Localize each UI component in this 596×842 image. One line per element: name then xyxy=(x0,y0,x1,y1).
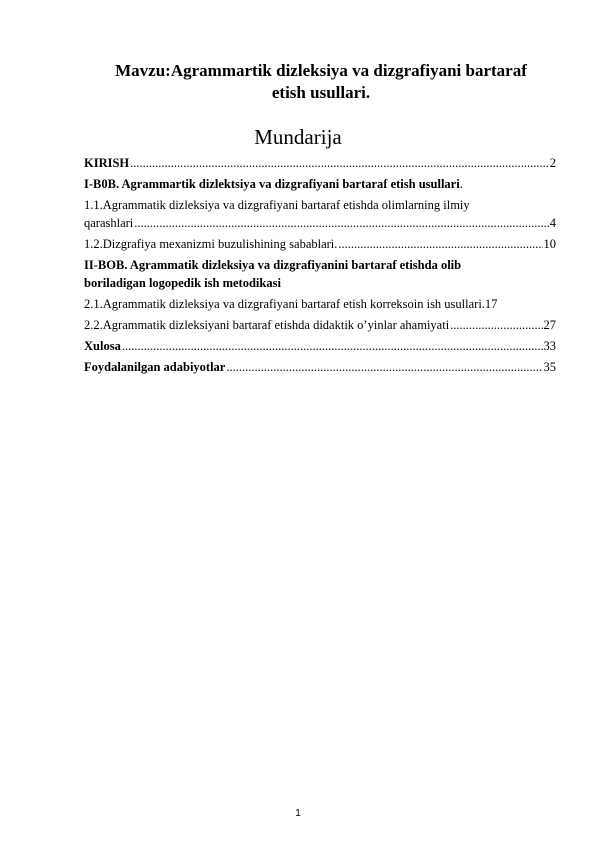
toc-entry-page: 27 xyxy=(543,318,556,332)
toc-entry-label-line-2: boriladigan logopedik ish metodikasi xyxy=(84,276,281,290)
toc-leader-dots xyxy=(130,154,549,172)
toc-entry-label: 1.2.Dizgrafiya mexanizmi buzulishining sabablari. xyxy=(84,237,338,251)
toc-entry-label: Xulosa xyxy=(84,339,121,353)
toc-leader-dots xyxy=(134,214,548,232)
toc-entry-adabiyotlar[interactable] xyxy=(84,358,556,376)
toc-entry-chapter-1[interactable] xyxy=(84,175,556,193)
toc-entry-2-2[interactable] xyxy=(84,316,556,334)
toc-leader-dots xyxy=(226,358,542,376)
toc-entry-line-2 xyxy=(84,214,556,232)
toc-heading: Mundarija xyxy=(254,125,342,149)
document-title xyxy=(86,60,556,104)
toc-leader-dots xyxy=(122,337,543,355)
toc-entry-1-2[interactable] xyxy=(84,235,556,253)
toc-entry-label: Foydalanilgan adabiyotlar xyxy=(84,360,226,374)
toc-entry-page: 4 xyxy=(549,216,556,230)
toc-entry-page: 35 xyxy=(543,360,556,374)
toc-entry-xulosa[interactable] xyxy=(84,337,556,355)
toc-entry-1-1[interactable] xyxy=(84,196,556,232)
toc-entry-label: 2.1.Agrammatik dizleksiya va dizgrafiyani bartaraf etish korreksoin ish usullari. xyxy=(84,297,485,311)
toc-entry-label-line-2: qarashlari xyxy=(84,216,134,230)
toc-entry-chapter-2[interactable] xyxy=(84,256,556,292)
page-number: 1 xyxy=(295,808,301,819)
toc-leader-dots xyxy=(338,235,542,253)
toc-entry-label: 2.2.Agrammatik dizleksiyani bartaraf etishda didaktik o’yinlar ahamiyati xyxy=(84,318,450,332)
toc-entry-label: KIRISH xyxy=(84,156,130,170)
toc-entry-2-1[interactable] xyxy=(84,295,556,313)
toc-entry-suffix: . xyxy=(459,177,463,191)
toc-entry-kirish[interactable] xyxy=(84,154,556,172)
toc-entry-page: 2 xyxy=(549,156,556,170)
title-line-1: Mavzu:Agrammartik dizleksiya va dizgrafiyani bartaraf xyxy=(115,61,527,80)
toc-entry-page: 10 xyxy=(543,237,556,251)
toc-entry-page: 33 xyxy=(543,339,556,353)
toc-entry-label: I-B0B. Agrammartik dizlektsiya va dizgrafiyani bartaraf etish usullari xyxy=(84,177,460,191)
title-line-2: etish usullari. xyxy=(271,83,371,102)
toc-entry-page: 17 xyxy=(484,297,498,311)
toc-entry-label-line-1: II-BOB. Agrammatik dizleksiya va dizgrafiyanini bartaraf etishda olib xyxy=(84,258,462,272)
toc-leader-dots xyxy=(450,316,542,334)
table-of-contents xyxy=(84,154,556,379)
toc-entry-label-line-1: 1.1.Agrammatik dizleksiya va dizgrafiyani bartaraf etishda olimlarning ilmiy xyxy=(84,198,470,212)
